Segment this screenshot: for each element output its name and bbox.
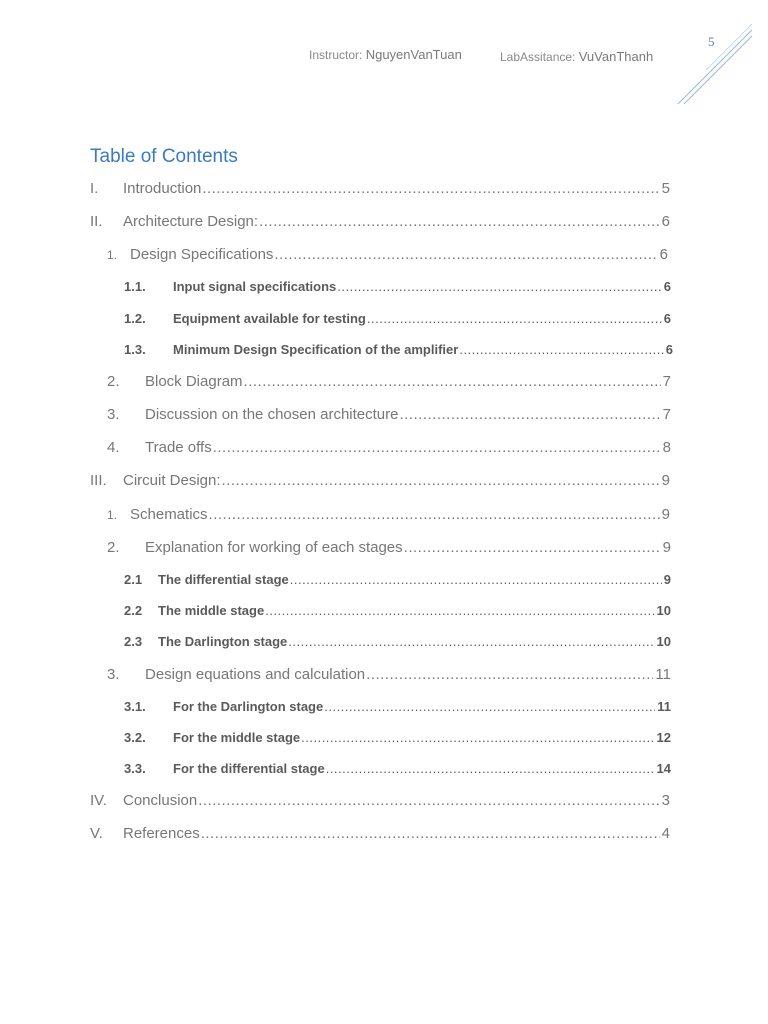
dot-leader (209, 505, 660, 525)
toc-entry-label: For the differential stage (173, 761, 325, 776)
toc-entry-page: 12 (656, 730, 671, 745)
toc-entry[interactable] (124, 632, 671, 652)
toc-entry-label: For the Darlington stage (173, 699, 324, 714)
toc-entry-number: II. (90, 213, 103, 230)
toc-entry-label: The middle stage (158, 603, 265, 618)
toc-entry[interactable] (124, 570, 671, 590)
dot-leader (324, 697, 655, 717)
toc-entry[interactable] (124, 277, 671, 297)
header-lab-assistant (500, 49, 653, 64)
toc-entry[interactable] (124, 759, 671, 779)
toc-entry-number: 1.3. (124, 342, 146, 357)
page-number: 5 (708, 34, 715, 49)
toc-entry[interactable] (107, 245, 668, 265)
dot-leader (274, 245, 657, 265)
toc-entry-number: 2.1 (124, 572, 143, 587)
toc-entry-label: Block Diagram (145, 373, 243, 390)
toc-entry[interactable] (107, 505, 670, 525)
toc-entry-number: 3.3. (124, 761, 146, 776)
dot-leader (326, 759, 655, 779)
toc-entry-number: 1.1. (124, 279, 146, 294)
toc-entry[interactable] (124, 728, 671, 748)
dot-leader (301, 728, 654, 748)
toc-entry-label: Introduction (123, 180, 202, 197)
toc-entry[interactable] (124, 697, 671, 717)
toc-entry-page: 10 (656, 634, 671, 649)
toc-entry-number: 3. (107, 666, 120, 683)
lab-name: VuVanThanh (578, 49, 654, 64)
toc-entry-page: 9 (663, 572, 671, 587)
toc-entry-page: 6 (665, 342, 673, 357)
toc-entry-number: 3. (107, 406, 120, 423)
toc-entry-number: 1. (107, 248, 118, 262)
toc-entry[interactable] (90, 791, 670, 811)
toc-entry-page: 9 (661, 472, 670, 489)
toc-entry-page: 3 (661, 792, 670, 809)
dot-leader (288, 632, 654, 652)
header-instructor (309, 47, 462, 62)
toc-entry-label: Circuit Design: (123, 472, 221, 489)
dot-leader (399, 405, 660, 425)
toc-entry[interactable] (107, 372, 671, 392)
dot-leader (367, 309, 662, 329)
toc-entry-page: 6 (661, 213, 670, 230)
toc-entry-page: 9 (662, 539, 671, 556)
toc-entry-label: References (123, 825, 200, 842)
toc-entry-label: Trade offs (145, 439, 212, 456)
toc-entry-label: Minimum Design Specification of the amplifier (173, 342, 459, 357)
toc-entry[interactable] (90, 212, 670, 232)
toc-entry-page: 4 (661, 825, 670, 842)
toc-title: Table of Contents (90, 146, 238, 167)
dot-leader (265, 601, 654, 621)
toc-entry-number: 2.3 (124, 634, 143, 649)
toc-entry[interactable] (107, 538, 671, 558)
toc-entry-label: Architecture Design: (123, 213, 259, 230)
toc-entry-number: 4. (107, 439, 120, 456)
toc-entry-page: 6 (663, 279, 671, 294)
dot-leader (244, 372, 661, 392)
dot-leader (366, 665, 653, 685)
toc-entry[interactable] (90, 471, 670, 491)
lab-label: LabAssitance: (500, 50, 576, 64)
dot-leader (259, 212, 660, 232)
toc-entry-number: 2. (107, 373, 120, 390)
toc-entry-page: 7 (662, 373, 671, 390)
toc-entry-page: 14 (656, 761, 671, 776)
toc-entry-label: Schematics (130, 506, 208, 523)
toc-entry-number: 2.2 (124, 603, 143, 618)
instructor-name: NguyenVanTuan (365, 47, 462, 62)
toc-entry-page: 6 (663, 311, 671, 326)
dot-leader (198, 791, 659, 811)
toc-entry[interactable] (90, 179, 670, 199)
toc-entry[interactable] (124, 309, 671, 329)
dot-leader (201, 824, 660, 844)
toc-entry-number: 1.2. (124, 311, 146, 326)
toc-entry-number: 1. (107, 508, 118, 522)
dot-leader (290, 570, 662, 590)
toc-entry-number: 3.1. (124, 699, 146, 714)
dot-leader (213, 438, 661, 458)
toc-entry-label: Equipment available for testing (173, 311, 366, 326)
dot-leader (459, 340, 663, 360)
toc-entry[interactable] (124, 340, 673, 360)
toc-entry[interactable] (107, 438, 671, 458)
toc-entry-label: The Darlington stage (158, 634, 288, 649)
toc-entry-number: 3.2. (124, 730, 146, 745)
toc-entry-label: Design Specifications (130, 246, 274, 263)
toc-entry-label: Design equations and calculation (145, 666, 366, 683)
toc-entry-page: 11 (657, 699, 671, 714)
toc-entry-page: 9 (661, 506, 670, 523)
toc-entry[interactable] (107, 665, 671, 685)
toc-entry-number: III. (90, 472, 107, 489)
toc-entry-page: 5 (661, 180, 670, 197)
toc-entry-page: 7 (662, 406, 671, 423)
toc-entry-number: IV. (90, 792, 107, 809)
toc-entry[interactable] (124, 601, 671, 621)
toc-entry-label: For the middle stage (173, 730, 301, 745)
toc-entry-page: 10 (656, 603, 671, 618)
toc-entry-number: 2. (107, 539, 120, 556)
toc-entry-label: Explanation for working of each stages (145, 539, 403, 556)
toc-entry[interactable] (90, 824, 670, 844)
toc-entry-number: V. (90, 825, 103, 842)
dot-leader (222, 471, 660, 491)
toc-entry-number: I. (90, 180, 99, 197)
dot-leader (337, 277, 662, 297)
toc-entry[interactable] (107, 405, 671, 425)
toc-entry-page: 8 (662, 439, 671, 456)
instructor-label: Instructor: (309, 48, 363, 62)
dot-leader (404, 538, 661, 558)
toc-entry-label: The differential stage (158, 572, 289, 587)
toc-entry-label: Conclusion (123, 792, 198, 809)
toc-entry-label: Input signal specifications (173, 279, 337, 294)
toc-entry-page: 6 (659, 246, 668, 263)
dot-leader (202, 179, 659, 199)
toc-entry-label: Discussion on the chosen architecture (145, 406, 399, 423)
toc-entry-page: 11 (655, 666, 671, 683)
